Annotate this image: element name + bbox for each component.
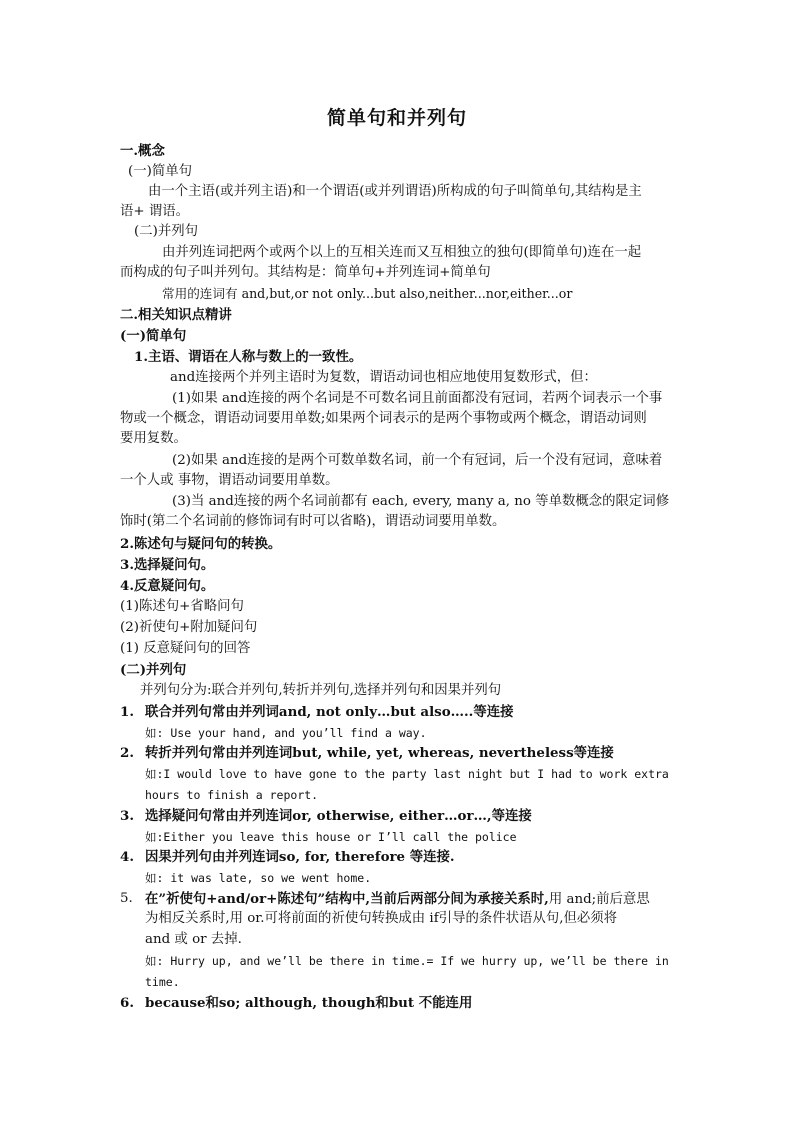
paragraph-line: 常用的连词有 and,but,or not only...but also,neither...nor,either...or: [162, 286, 573, 301]
list-item: [145, 889, 650, 910]
item-number: 3.: [120, 808, 134, 824]
list-item: 因果并列句由并列连词so, for, therefore 等连接.: [145, 849, 455, 865]
section-heading-concepts: 一.概念: [120, 143, 165, 159]
item-number: 5.: [120, 891, 133, 906]
paragraph-line: 而构成的句子叫并列句。其结构是：简单句+并列连词+简单句: [120, 265, 491, 280]
subheading-compound-sentence: (二)并列句: [120, 662, 187, 678]
paragraph-line: 语+ 谓语。: [120, 204, 190, 219]
subheading-simple-sentence: (一)简单句: [128, 164, 193, 179]
point-heading: 1.主语、谓语在人称与数上的一致性。: [134, 349, 363, 365]
example-line: 如:I would love to have gone to the party last night but I had to work extra: [145, 767, 669, 781]
list-item: 转折并列句常由并列连词but, while, yet, whereas, nevertheless等连接: [145, 745, 614, 761]
paragraph-line: 由并列连词把两个或两个以上的互相关连而又互相独立的独句(即简单句)连在一起: [162, 245, 642, 260]
example-line: 如: it was late, so we went home.: [145, 871, 372, 885]
paragraph-line: 由一个主语(或并列主语)和一个谓语(或并列谓语)所构成的句子叫简单句,其结构是主: [148, 184, 642, 199]
paragraph-line: 为相反关系时,用 or.可将前面的祈使句转换成由 if引导的条件状语从句,但必须将: [145, 911, 618, 926]
list-item: 联合并列句常由并列词and, not only…but also…..等连接: [145, 704, 514, 720]
item-number: 1.: [120, 704, 134, 720]
list-item: because和so; although, though和but 不能连用: [145, 995, 473, 1011]
example-line: 如: Use your hand, and you’ll find a way.: [145, 726, 427, 740]
paragraph-line: 饰时(第二个名词前的修饰词有时可以省略)，谓语动词要用单数。: [120, 514, 506, 529]
paragraph-line: (2)如果 and连接的是两个可数单数名词，前一个有冠词，后一个没有冠词，意味着: [172, 453, 663, 468]
paragraph-line: 物或一个概念，谓语动词要用单数;如果两个词表示的是两个事物或两个概念，谓语动词则: [120, 411, 647, 426]
point-heading: 3.选择疑问句。: [120, 557, 215, 573]
subheading-simple-sentence: (一)简单句: [120, 328, 187, 344]
paragraph-line: (3)当 and连接的两个名词前都有 each, every, many a, no 等单数概念的限定词修: [172, 494, 670, 509]
item-number: 6.: [120, 995, 134, 1011]
paragraph-line: and连接两个并列主语时为复数，谓语动词也相应地使用复数形式，但：: [170, 370, 597, 385]
section-heading-knowledge: 二.相关知识点精讲: [120, 307, 232, 323]
example-line: time.: [145, 975, 180, 989]
paragraph-line: and 或 or 去掉.: [145, 932, 242, 947]
paragraph-line: (1)如果 and连接的两个名词是不可数名词且前面都没有冠词，若两个词表示一个事: [172, 391, 663, 406]
paragraph-line: 一个人或 事物，谓语动词要用单数。: [120, 473, 339, 488]
list-item: (1)陈述句+省略问句: [120, 599, 244, 614]
point-heading: 4.反意疑问句。: [120, 578, 215, 594]
paragraph-line: 要用复数。: [120, 431, 187, 446]
list-item-rest: 用 and;前后意思: [548, 892, 650, 907]
list-item: (2)祈使句+附加疑问句: [120, 620, 258, 635]
item-number: 4.: [120, 849, 134, 865]
example-line: 如: Hurry up, and we’ll be there in time.= If we hurry up, we’ll be there in: [145, 954, 669, 968]
example-line: 如:Either you leave this house or I’ll call the police: [145, 830, 517, 844]
example-line: hours to finish a report.: [145, 788, 319, 802]
list-item: (1) 反意疑问句的回答: [120, 641, 251, 656]
list-item-bold: 在”祈使句+and/or+陈述句”结构中,当前后两部分间为承接关系时,: [145, 891, 549, 907]
item-number: 2.: [120, 745, 134, 761]
point-heading: 2.陈述句与疑问句的转换。: [120, 536, 282, 552]
subheading-compound-sentence: (二)并列句: [134, 224, 199, 239]
list-item: 选择疑问句常由并列连词or, otherwise, either…or…,等连接: [145, 808, 532, 824]
page-title: 简单句和并列句: [326, 107, 467, 129]
paragraph-line: 并列句分为:联合并列句,转折并列句,选择并列句和因果并列句: [140, 683, 502, 698]
